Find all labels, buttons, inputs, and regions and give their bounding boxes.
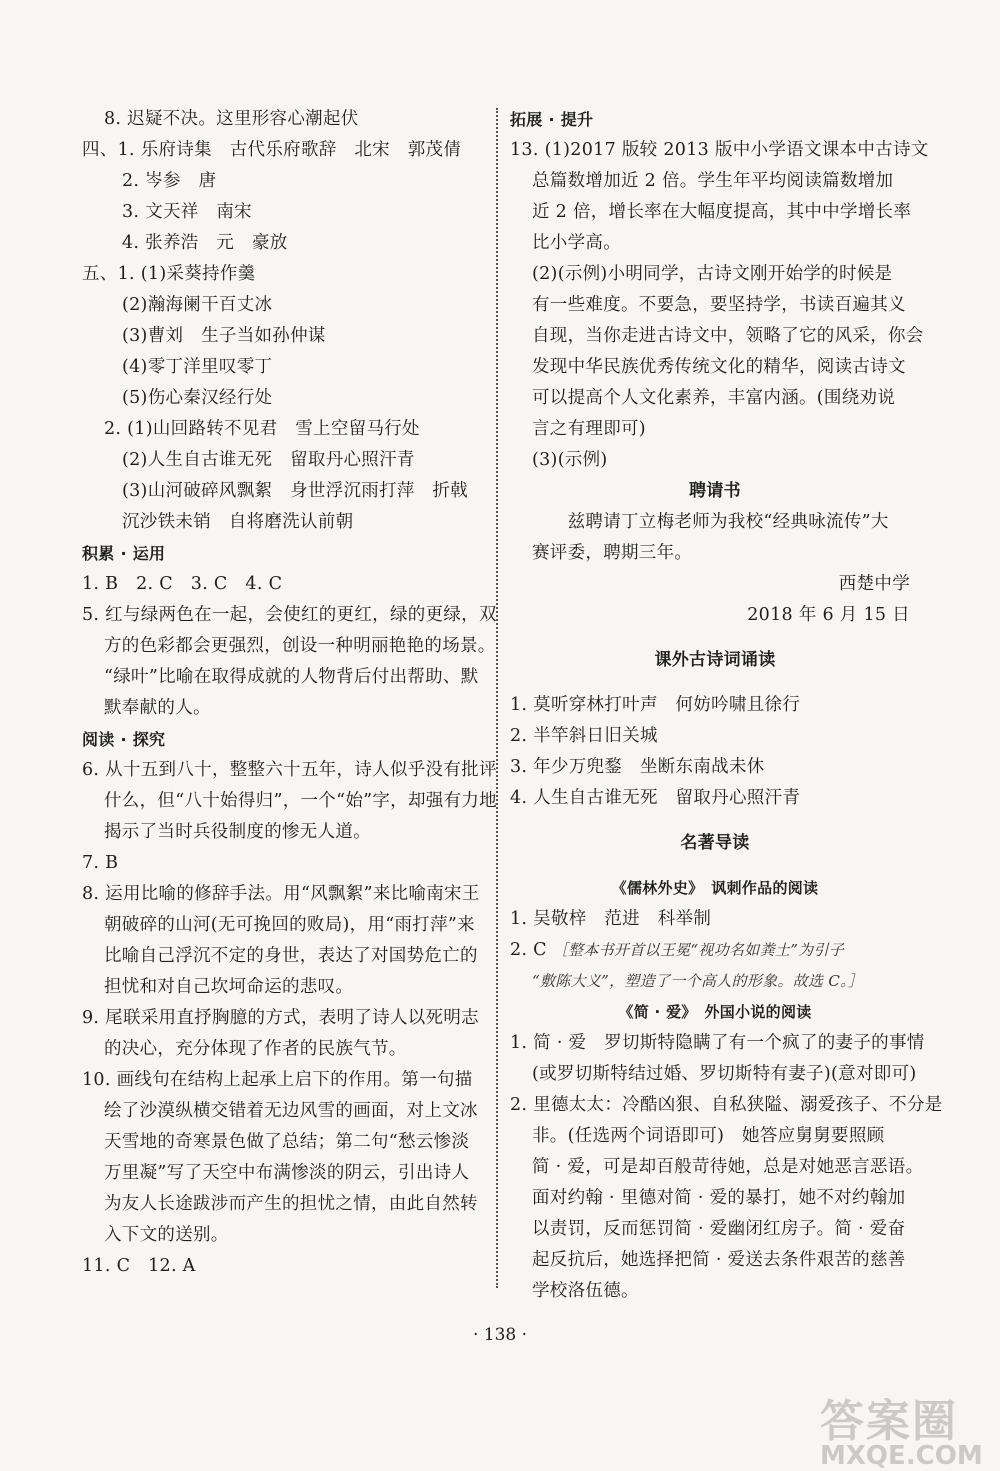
text-line: 简 · 爱，可是却百般苛待她，总是对她恶言恶语。 [532,1157,924,1177]
text-line: 以责罚，反而惩罚简 · 爱幽闭红房子。简 · 爱奋 [532,1219,906,1239]
text-line: 4. 张养浩 元 豪放 [122,233,288,253]
text-line: 什么，但“八十始得归”，一个“始”字，却强有力地 [104,791,497,811]
subheading-rulin: 《儒林外史》 讽刺作品的阅读 [611,879,819,897]
text-line: (3)(示例) [532,450,608,470]
section-5-part1-items [82,290,482,414]
text-line: 赛评委，聘期三年。 [532,543,693,563]
text-line: 有一些难度。不要急，要坚持学，书读百遍其义 [532,295,906,315]
jane-answer-1-cont [510,1059,920,1090]
text-line: (3)山河破碎风飘絮 身世浮沉雨打萍 折戟 [122,481,469,501]
heading-extend: 拓展 · 提升 [510,110,594,129]
text-line: 面对约翰 · 里德对简 · 爱的暴打，她不对约翰加 [532,1188,906,1208]
text-line: 万里凝”写了天空中布满惨淡的阴云，引出诗人 [104,1163,470,1183]
subheading-jane-eyre: 《简 · 爱》 外国小说的阅读 [618,1003,812,1021]
text-line: 3. 文天祥 南宋 [122,202,252,222]
text-line: 8. 运用比喻的修辞手法。用“风飘絮”来比喻南宋王 [82,884,480,904]
text-line: 2018 年 6 月 15 日 [747,605,910,625]
section-5-part2-items [82,445,482,538]
text-line: 1. B 2. C 3. C 4. C [82,574,283,594]
poem-answers [510,690,920,814]
text-line: 默奉献的人。 [104,698,211,718]
text-line: 绘了沙漠纵横交错着无边风雪的画面，对上文冰 [104,1101,478,1121]
text-line: 西楚中学 [838,574,910,594]
section-4 [82,135,482,259]
letter-signature [510,569,920,631]
reading-11-12 [82,1251,482,1282]
text-line: 沉沙铁未销 自将磨洗认前朝 [122,512,354,532]
text-line: 入下文的送别。 [104,1225,229,1245]
text-line: 学校洛伍德。 [532,1281,639,1301]
text-line: 1. 简 · 爱 罗切斯特隐瞒了有一个疯了的妻子的事情 [510,1033,925,1053]
text-line: 11. C 12. A [82,1256,196,1276]
text-line: 四、1. 乐府诗集 古代乐府歌辞 北宋 郭茂倩 [82,140,462,160]
text-line: 发现中华民族优秀传统文化的精华，阅读古诗文 [532,357,906,377]
text-line: 2. (1)山回路转不见君 雪上空留马行处 [104,419,420,439]
jane-answer-2 [510,1090,943,1121]
text-line: 1. 吴敬梓 范进 科举制 [510,909,712,929]
text-line: 3. 年少万兜鍪 坐断东南战未休 [510,757,765,777]
letter-body [510,507,920,569]
text-line: 担忧和对自己坎坷命运的悲叹。 [104,977,354,997]
text-line: 总篇数增加近 2 倍。学生年平均阅读篇数增加 [532,171,894,191]
text-line: (3)曹刘 生子当如孙仲谋 [122,326,326,346]
accumulate-answers [82,569,497,631]
text-line: 天雪地的奇寒景色做了总结；第二句“愁云惨淡 [104,1132,470,1152]
answer-13 [510,135,929,166]
answer-13-cont [510,166,924,476]
text-line: (5)伤心秦汉经行处 [122,388,273,408]
text-line: 13. (1)2017 版较 2013 版中小学语文课本中古诗文 [510,140,929,160]
text-line: 方的色彩都会更强烈，创设一种明丽艳艳的场景。 [104,636,496,656]
accumulate-answer-5 [82,631,496,724]
section-classics: 名著导读 [680,833,750,853]
letter-title: 聘请书 [689,481,741,501]
text-line: 2. 岑参 唐 [122,171,217,191]
text-line: 比小学高。 [532,233,621,253]
text-line: 为友人长途跋涉而产生的担忧之情，由此自然转 [104,1194,478,1214]
text-line: (2)(示例)小明同学，古诗文刚开始学的时候是 [532,264,893,284]
reading-9 [82,1003,482,1034]
reading-6-cont [82,786,497,848]
text-line: 言之有理即可) [532,419,646,439]
column-divider [496,108,498,1288]
watermark-mark: 答案圈 [820,1396,958,1447]
text-line: 五、1. (1)采葵持作羹 [82,264,256,284]
text-line: 起反抗后，她选择把简 · 爱送去条件艰苦的慈善 [532,1250,906,1270]
heading-accumulate: 积累 · 运用 [82,544,166,563]
text-line: 兹聘请丁立梅老师为我校“经典咏流传”大 [532,512,889,532]
reading-7-8 [82,848,482,910]
watermark-url: MXQE.COM [820,1441,983,1471]
text-line: 7. B [82,853,119,873]
text-line: 自现，当你走进古诗文中，领略了它的风采，你会 [532,326,924,346]
text-line: 5. 红与绿两色在一起，会使红的更红，绿的更绿，双 [82,605,497,625]
reading-9-cont [82,1034,482,1065]
text-line: (4)零丁洋里叹零丁 [122,357,273,377]
reading-8-cont [82,910,482,1003]
text-line: 近 2 倍，增长率在大幅度提高，其中中学增长率 [532,202,912,222]
reading-10 [82,1065,482,1096]
answer-8 [82,104,482,135]
text-line: 非。(任选两个词语即可) 她答应舅舅要照顾 [532,1126,885,1146]
text-line: 6. 从十五到八十，整整六十五年，诗人似乎没有批评 [82,760,497,780]
text-line: 9. 尾联采用直抒胸臆的方式，表明了诗人以死明志 [82,1008,479,1028]
text-line: “绿叶”比喻在取得成就的人物背后付出帮助、默 [104,667,479,687]
rulin-answer-2-choice: 2. C [510,940,547,960]
reading-6 [82,755,497,786]
heading-reading: 阅读 · 探究 [82,730,166,749]
text-line: 1. 莫听穿林打叶声 何妨吟啸且徐行 [510,695,801,715]
right-column [510,104,943,1307]
text-line: 朝破碎的山河(无可挽回的败局)，用“雨打萍”来 [104,915,475,935]
text-line: (2)瀚海阑干百丈冰 [122,295,273,315]
section-ancient-poems: 课外古诗词诵读 [654,650,776,670]
jane-answer-1 [510,1028,925,1059]
text-line: (或罗切斯特结过婚、罗切斯特有妻子)(意对即可) [532,1064,917,1084]
rulin-answer-2-note-cont: “敷陈大义”，塑造了一个高人的形象。故选 C。］ [532,972,864,990]
text-line: 10. 画线句在结构上起承上启下的作用。第一句描 [82,1070,473,1090]
section-5-part2 [82,414,482,445]
rulin-answer-2-note: ［整本书开首以王冕“视功名如粪土”为引子 [552,941,845,959]
text-line: 4. 人生自古谁无死 留取丹心照汗青 [510,788,801,808]
text-line: 的决心，充分体现了作者的民族气节。 [104,1039,407,1059]
text-line: 8. 迟疑不决。这里形容心潮起伏 [104,109,359,129]
left-column [82,104,497,1282]
rulin-answer-2 [510,935,920,966]
text-line: 2. 半竿斜日旧关城 [510,726,658,746]
rulin-answer-1 [510,904,920,935]
text-line: 2. 里德太太：冷酷凶狠、自私狭隘、溺爱孩子、不分是 [510,1095,943,1115]
section-5-part1 [82,259,482,290]
watermark-logo [820,1385,990,1471]
reading-10-cont [82,1096,482,1251]
text-line: 揭示了当时兵役制度的惨无人道。 [104,822,371,842]
page-number: · 138 · [472,1325,528,1345]
jane-answer-2-cont [510,1121,924,1307]
text-line: 比喻自己浮沉不定的身世，表达了对国势危亡的 [104,946,478,966]
text-line: (2)人生自古谁无死 留取丹心照汗青 [122,450,415,470]
text-line: 可以提高个人文化素养，丰富内涵。(围绕劝说 [532,388,896,408]
